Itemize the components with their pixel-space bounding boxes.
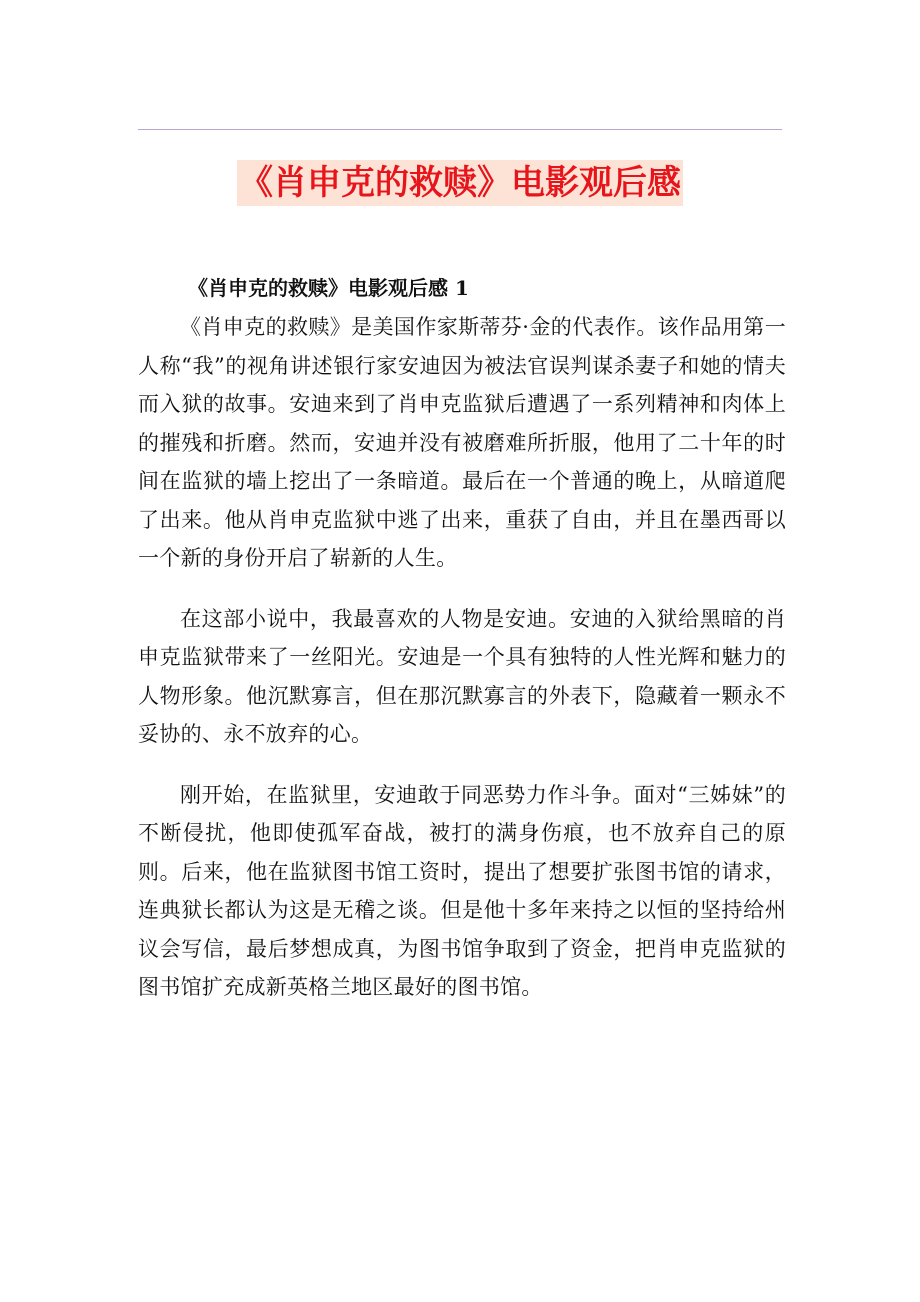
- section-heading: 《肖申克的救赎》电影观后感 1: [188, 276, 469, 300]
- paragraph-2: 在这部小说中，我最喜欢的人物是安迪。安迪的入狱给黑暗的肖申克监狱带来了一丝阳光。安迪是一个具有独特的人性光辉和魅力的人物形象。他沉默寡言，但在那沉默寡言的外表下，隐藏着一颗永不妥协的、永不放弃的心。: [138, 606, 786, 746]
- paragraph-3: 刚开始，在监狱里，安迪敢于同恶势力作斗争。面对“三姊妹”的不断侵扰，他即使孤军奋战，被打的满身伤痕，也不放弃自己的原则。后来，他在监狱图书馆工资时，提出了想要扩张图书馆的请求，连典狱长都认为这是无稽之谈。但是他十多年来持之以恒的坚持给州议会写信，最后梦想成真，为图书馆争取到了资金，把肖申克监狱的图书馆扩充成新英格兰地区最好的图书馆。: [138, 782, 786, 999]
- document-body: [138, 308, 786, 1029]
- paragraph-1: 《肖申克的救赎》是美国作家斯蒂芬·金的代表作。该作品用第一人称“我”的视角讲述银行家安迪因为被法官误判谋杀妻子和她的情夫而入狱的故事。安迪来到了肖申克监狱后遭遇了一系列精神和肉体上的摧残和折磨。然而，安迪并没有被磨难所折服，他用了二十年的时间在监狱的墙上挖出了一条暗道。最后在一个普通的晚上，从暗道爬了出来。他从肖申克监狱中逃了出来，重获了自由，并且在墨西哥以一个新的身份开启了崭新的人生。: [138, 315, 786, 570]
- title-container: [0, 160, 920, 206]
- document-title: 《肖申克的救赎》电影观后感: [237, 160, 683, 206]
- header-rule: [138, 129, 782, 130]
